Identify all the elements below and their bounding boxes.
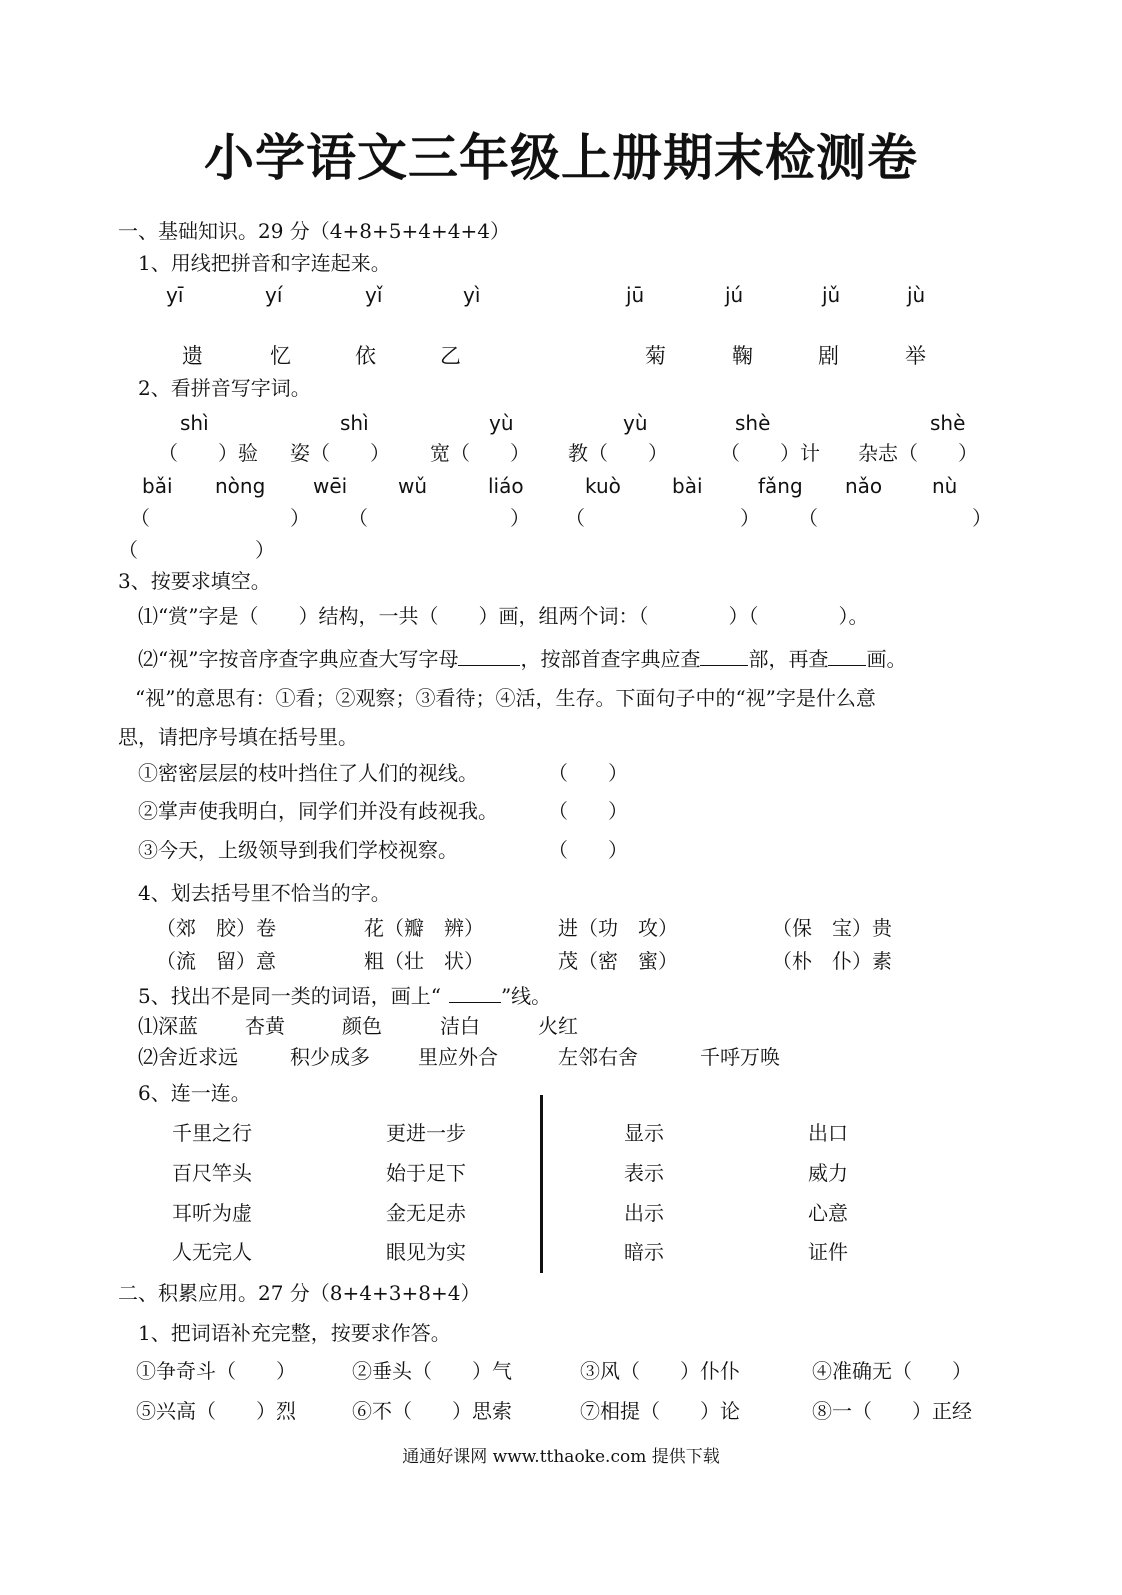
- q1-char-2: 忆: [270, 344, 291, 368]
- q2-pinyin2-3: wēi: [313, 474, 348, 498]
- q3-answer-3[interactable]: （ ）: [548, 838, 628, 862]
- q3-item2-b: ，按部首查字典应查: [520, 647, 701, 671]
- page-title: 小学语文三年级上册期末检测卷: [204, 129, 918, 187]
- q2-pinyin2-2: nòng: [215, 474, 266, 498]
- q2-paren-3-open: （: [565, 506, 585, 530]
- q1-pinyin-6: jú: [725, 283, 744, 307]
- q5-row2-5: 千呼万唤: [700, 1045, 780, 1069]
- q6-right-a-4: 暗示: [624, 1240, 664, 1264]
- q1-char-5: 菊: [645, 344, 666, 368]
- answer-blank-radical[interactable]: [700, 645, 748, 666]
- s2-q1-row2-3: ⑦相提（ ）论: [580, 1399, 740, 1423]
- q2-pinyin2-7: bài: [672, 474, 703, 498]
- q6-left-b-3: 金无足赤: [386, 1201, 466, 1225]
- q6-prompt: 6、连一连。: [138, 1081, 251, 1105]
- footer-source: 通通好课网 www.tthaoke.com 提供下载: [402, 1447, 720, 1467]
- q5-prompt-b: ”线。: [500, 984, 552, 1008]
- q4-row1-3: 进（功 攻）: [558, 916, 678, 940]
- q2-word-4: 教（ ）: [568, 441, 668, 465]
- q5-row1-4: 洁白: [440, 1014, 480, 1038]
- q2-pinyin-1: shì: [180, 411, 209, 435]
- q6-right-b-1: 出口: [808, 1121, 848, 1145]
- q4-row2-3: 茂（密 蜜）: [558, 949, 678, 973]
- q1-char-3: 依: [355, 344, 376, 368]
- q1-pinyin-5: jū: [626, 283, 645, 307]
- q1-char-1: 遗: [182, 344, 203, 368]
- q2-paren-2-close: ）: [510, 506, 530, 530]
- q5-row2-4: 左邻右舍: [558, 1045, 638, 1069]
- q2-word-6: 杂志（ ）: [858, 441, 978, 465]
- q1-char-8: 举: [905, 344, 926, 368]
- q6-right-a-3: 出示: [624, 1201, 664, 1225]
- q6-left-b-2: 始于足下: [386, 1161, 466, 1185]
- s2-q1-prompt: 1、把词语补充完整，按要求作答。: [138, 1321, 451, 1345]
- q3-meaning-cont: 思，请把序号填在括号里。: [118, 725, 358, 749]
- q2-word-1: （ ）验: [158, 441, 258, 465]
- q5-row1-1: ⑴深蓝: [138, 1014, 198, 1038]
- q5-row1-3: 颜色: [342, 1014, 382, 1038]
- answer-blank-strokes[interactable]: [828, 645, 866, 666]
- q5-row2-1: ⑵舍近求远: [138, 1045, 238, 1069]
- q5-row1-5: 火红: [538, 1014, 578, 1038]
- section2-header: 二、积累应用。27 分（8+4+3+8+4）: [118, 1281, 481, 1305]
- q4-row1-1: （郊 胶）卷: [156, 916, 276, 940]
- q2-pinyin-4: yù: [623, 411, 648, 435]
- q2-word-5: （ ）计: [720, 441, 820, 465]
- s2-q1-row2-2: ⑥不（ ）思索: [352, 1399, 512, 1423]
- q3-item2: [138, 645, 906, 672]
- q1-pinyin-3: yǐ: [365, 283, 383, 307]
- q3-item2-c: 部，再查: [748, 647, 829, 671]
- s2-q1-row2-1: ⑤兴高（ ）烈: [136, 1399, 296, 1423]
- q2-pinyin2-8: fǎng: [758, 474, 803, 498]
- q6-right-b-3: 心意: [808, 1201, 848, 1225]
- q2-paren-5-close: ）: [255, 538, 275, 562]
- q3-item2-a: ⑵“视”字按音序查字典应查大写字母: [138, 647, 459, 671]
- q1-pinyin-1: yī: [166, 283, 184, 307]
- q1-pinyin-2: yí: [265, 283, 283, 307]
- q3-answer-2[interactable]: （ ）: [548, 799, 628, 823]
- underline-sample: [449, 982, 501, 1003]
- q5-row2-2: 积少成多: [290, 1045, 370, 1069]
- q4-row1-4: （保 宝）贵: [772, 916, 892, 940]
- q2-word-2: 姿（ ）: [290, 441, 390, 465]
- q1-pinyin-7: jǔ: [822, 283, 841, 307]
- q3-item1: ⑴“赏”字是（ ）结构，一共（ ）画，组两个词：（ ）（ ）。: [138, 604, 869, 628]
- q3-sentence-1: ①密密层层的枝叶挡住了人们的视线。: [138, 761, 478, 785]
- q6-left-b-4: 眼见为实: [386, 1240, 466, 1264]
- s2-q1-row1-4: ④准确无（ ）: [812, 1359, 972, 1383]
- s2-q1-row1-1: ①争奇斗（ ）: [136, 1359, 296, 1383]
- q2-pinyin-3: yù: [489, 411, 514, 435]
- q6-right-a-2: 表示: [624, 1161, 664, 1185]
- q1-char-7: 剧: [818, 344, 839, 368]
- q6-left-b-1: 更进一步: [386, 1121, 466, 1145]
- q5-row2-3: 里应外合: [418, 1045, 498, 1069]
- q2-pinyin2-9: nǎo: [845, 474, 883, 498]
- q2-pinyin-5: shè: [735, 411, 771, 435]
- q2-paren-3-close: ）: [740, 506, 760, 530]
- q2-pinyin-6: shè: [930, 411, 966, 435]
- q4-row1-2: 花（瓣 辨）: [364, 916, 484, 940]
- q1-pinyin-8: jù: [907, 283, 926, 307]
- q6-left-a-3: 耳听为虚: [172, 1201, 252, 1225]
- q2-pinyin2-6: kuò: [585, 474, 621, 498]
- q3-item2-d: 画。: [866, 647, 907, 671]
- q2-pinyin2-10: nù: [932, 474, 958, 498]
- q1-prompt: 1、用线把拼音和字连起来。: [138, 251, 391, 275]
- q2-pinyin2-1: bǎi: [142, 474, 173, 498]
- s2-q1-row1-2: ②垂头（ ）气: [352, 1359, 512, 1383]
- s2-q1-row2-4: ⑧一（ ）正经: [812, 1399, 972, 1423]
- q2-paren-5-open: （: [118, 538, 138, 562]
- q6-right-a-1: 显示: [624, 1121, 664, 1145]
- q2-word-3: 宽（ ）: [430, 441, 530, 465]
- q4-prompt: 4、划去括号里不恰当的字。: [138, 881, 391, 905]
- q4-row2-4: （朴 仆）素: [772, 949, 892, 973]
- s2-q1-row1-3: ③风（ ）仆仆: [580, 1359, 740, 1383]
- q6-left-a-1: 千里之行: [172, 1121, 252, 1145]
- q2-paren-1-close: ）: [290, 506, 310, 530]
- q3-sentence-3: ③今天，上级领导到我们学校视察。: [138, 838, 458, 862]
- q2-paren-4-close: ）: [972, 506, 992, 530]
- q2-prompt: 2、看拼音写字词。: [138, 376, 311, 400]
- q2-pinyin2-5: liáo: [488, 474, 524, 498]
- q1-pinyin-4: yì: [463, 283, 481, 307]
- q6-right-b-4: 证件: [808, 1240, 848, 1264]
- q6-right-b-2: 威力: [808, 1161, 848, 1185]
- column-divider: [540, 1095, 543, 1273]
- section1-header: 一、基础知识。29 分（4+8+5+4+4+4）: [118, 219, 510, 243]
- q2-paren-2-open: （: [348, 506, 368, 530]
- q2-pinyin2-4: wǔ: [398, 474, 428, 498]
- q3-answer-1[interactable]: （ ）: [548, 761, 628, 785]
- q2-paren-4-open: （: [798, 506, 818, 530]
- q5-prompt: [138, 982, 551, 1009]
- q6-left-a-4: 人无完人: [172, 1240, 252, 1264]
- answer-blank-letter[interactable]: [458, 645, 520, 666]
- q4-row2-2: 粗（壮 状）: [364, 949, 484, 973]
- q4-row2-1: （流 留）意: [156, 949, 276, 973]
- q3-meaning: “视”的意思有：①看；②观察；③看待；④活，生存。下面句子中的“视”字是什么意: [135, 686, 876, 710]
- q2-paren-1-open: （: [130, 506, 150, 530]
- q5-prompt-a: 5、找出不是同一类的词语，画上“: [138, 984, 441, 1008]
- q3-sentence-2: ②掌声使我明白，同学们并没有歧视我。: [138, 799, 498, 823]
- q3-prompt: 3、按要求填空。: [118, 569, 271, 593]
- q5-row1-2: 杏黄: [245, 1014, 285, 1038]
- q6-left-a-2: 百尺竿头: [172, 1161, 252, 1185]
- q1-char-6: 鞠: [732, 344, 753, 368]
- q2-pinyin-2: shì: [340, 411, 369, 435]
- q1-char-4: 乙: [440, 344, 461, 368]
